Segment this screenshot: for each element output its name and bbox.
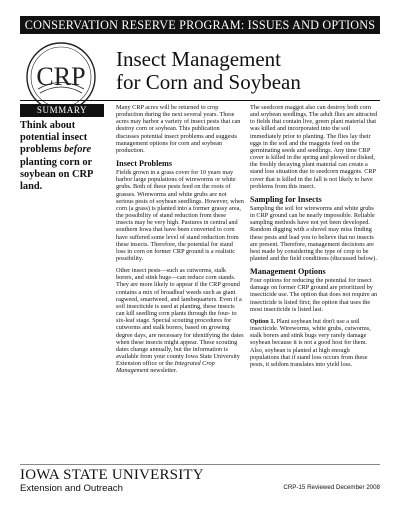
publication-number: CRP-15 Reviewed December 2008 (283, 484, 380, 491)
option-1-label: Option 1. (250, 317, 276, 325)
university-wordmark: IOWA STATE UNIVERSITY (20, 467, 204, 483)
summary-emphasis: before (63, 144, 92, 156)
series-banner: CONSERVATION RESERVE PROGRAM: ISSUES AND OPTIONS (20, 16, 380, 34)
title-line-1: Insect Management (116, 47, 282, 71)
insect-problems-paragraph-1: Fields grown in a grass cover for 10 years may harbor large populations of wireworms or white grubs. Both of these pests feed on the roots of grasses. Wireworms and white grubs are not serious pests of soybean seedlings. However, when corn (a grass) is planted into a former grassy area, the possibility of stand reduction from these insects may be very high. Pastures in central and southern Iowa that have been converted to corn have suffered some level of stand reduction from these insects. Therefore, the potential for stand loss in corn on former CRP ground is a realistic possibility. (116, 169, 244, 262)
seedcorn-maggot-paragraph: The seedcorn maggot also can destroy both corn and soybean seedlings. The adult flies are attracted to fields that contain live, green plant material that was killed and incorporated into the soil immediately prior to planting. The flies lay their eggs in the soil and the maggots feed on the germinating seeds and seedlings. Any time CRP cover is killed in the spring and plowed or disked, the freshly decaying plant material can create a stand loss situation due to seedcorn maggots. CRP cover that is killed in the fall is not likely to have problems from this insect. (250, 104, 378, 190)
newsletter-title: Integrated Crop Management (116, 360, 215, 375)
insect-problems-paragraph-2: Other insect pests—such as cutworms, stalk borers, and stink bugs—can reduce corn stands. They are more likely to appear if the CRP ground contains a mix of broadleaf weeds such as giant ragweed, smartweed, and lambsquarters. Even if a soil insecticide is used at planting, these insects can kill seedling corn plants through the four- to six-leaf stage. Special scouting procedures for cutworms and stalk borers, based on growing degree days, are necessary for identifying the dates when these insects might appear. These scouting dates change annually, but the information is available from your county Iowa State University Extension office or the Integrated Crop Management newsletter. (116, 267, 244, 375)
page-title (116, 48, 386, 94)
option-1-paragraph: Option 1. Plant soybean but don't use a soil insecticide. Wireworms, white grubs, cutworms, stalk borers and stink bugs very rarely damage soybean because it is not a good host for them. Also, soybean is planted at high enough populations that if stand loss occurs from these pests, it seldom translates into yield loss. (250, 317, 371, 368)
logo-text: CRP (36, 62, 86, 91)
sampling-heading: Sampling for Insects (250, 194, 322, 204)
extension-wordmark: Extension and Outreach (20, 483, 123, 494)
management-paragraph: Four options for reducing the potential for insect damage on former CRP ground are prioritized by insecticide use. The option that does not require an insecticide is listed first; the option that uses the most insecticide is listed last. (250, 277, 378, 313)
management-heading: Management Options (250, 267, 326, 277)
crp-seal-logo (24, 40, 98, 114)
body-column-1 (116, 104, 244, 379)
intro-paragraph: Many CRP acres will be returned to crop production during the next several years. These acres may harbor a variety of insect pests that can destroy corn or soybean. This publication discusses potential insect problems and suggests management options for corn and soybean production. (116, 104, 241, 154)
summary-heading: SUMMARY (20, 104, 104, 117)
summary-text: Think about potential insect problems before planting corn or soybean on CRP land. (20, 120, 93, 193)
insect-problems-heading: Insect Problems (116, 159, 173, 169)
title-divider (20, 100, 380, 101)
title-line-2: for Corn and Soybean (116, 70, 301, 94)
body-column-2 (250, 104, 378, 373)
sampling-paragraph: Sampling the soil for wireworms and white grubs in CRP ground can be nearly impossible. Reliable sampling methods have not yet been developed. Random digging with a shovel may miss finding these pests and lead you to believe that no insects are present. Therefore, management decisions are best made by considering the type of crop to be planted and the field conditions (discussed below). (250, 204, 377, 262)
crp-seal-icon (24, 40, 98, 114)
footer-divider (20, 464, 380, 465)
